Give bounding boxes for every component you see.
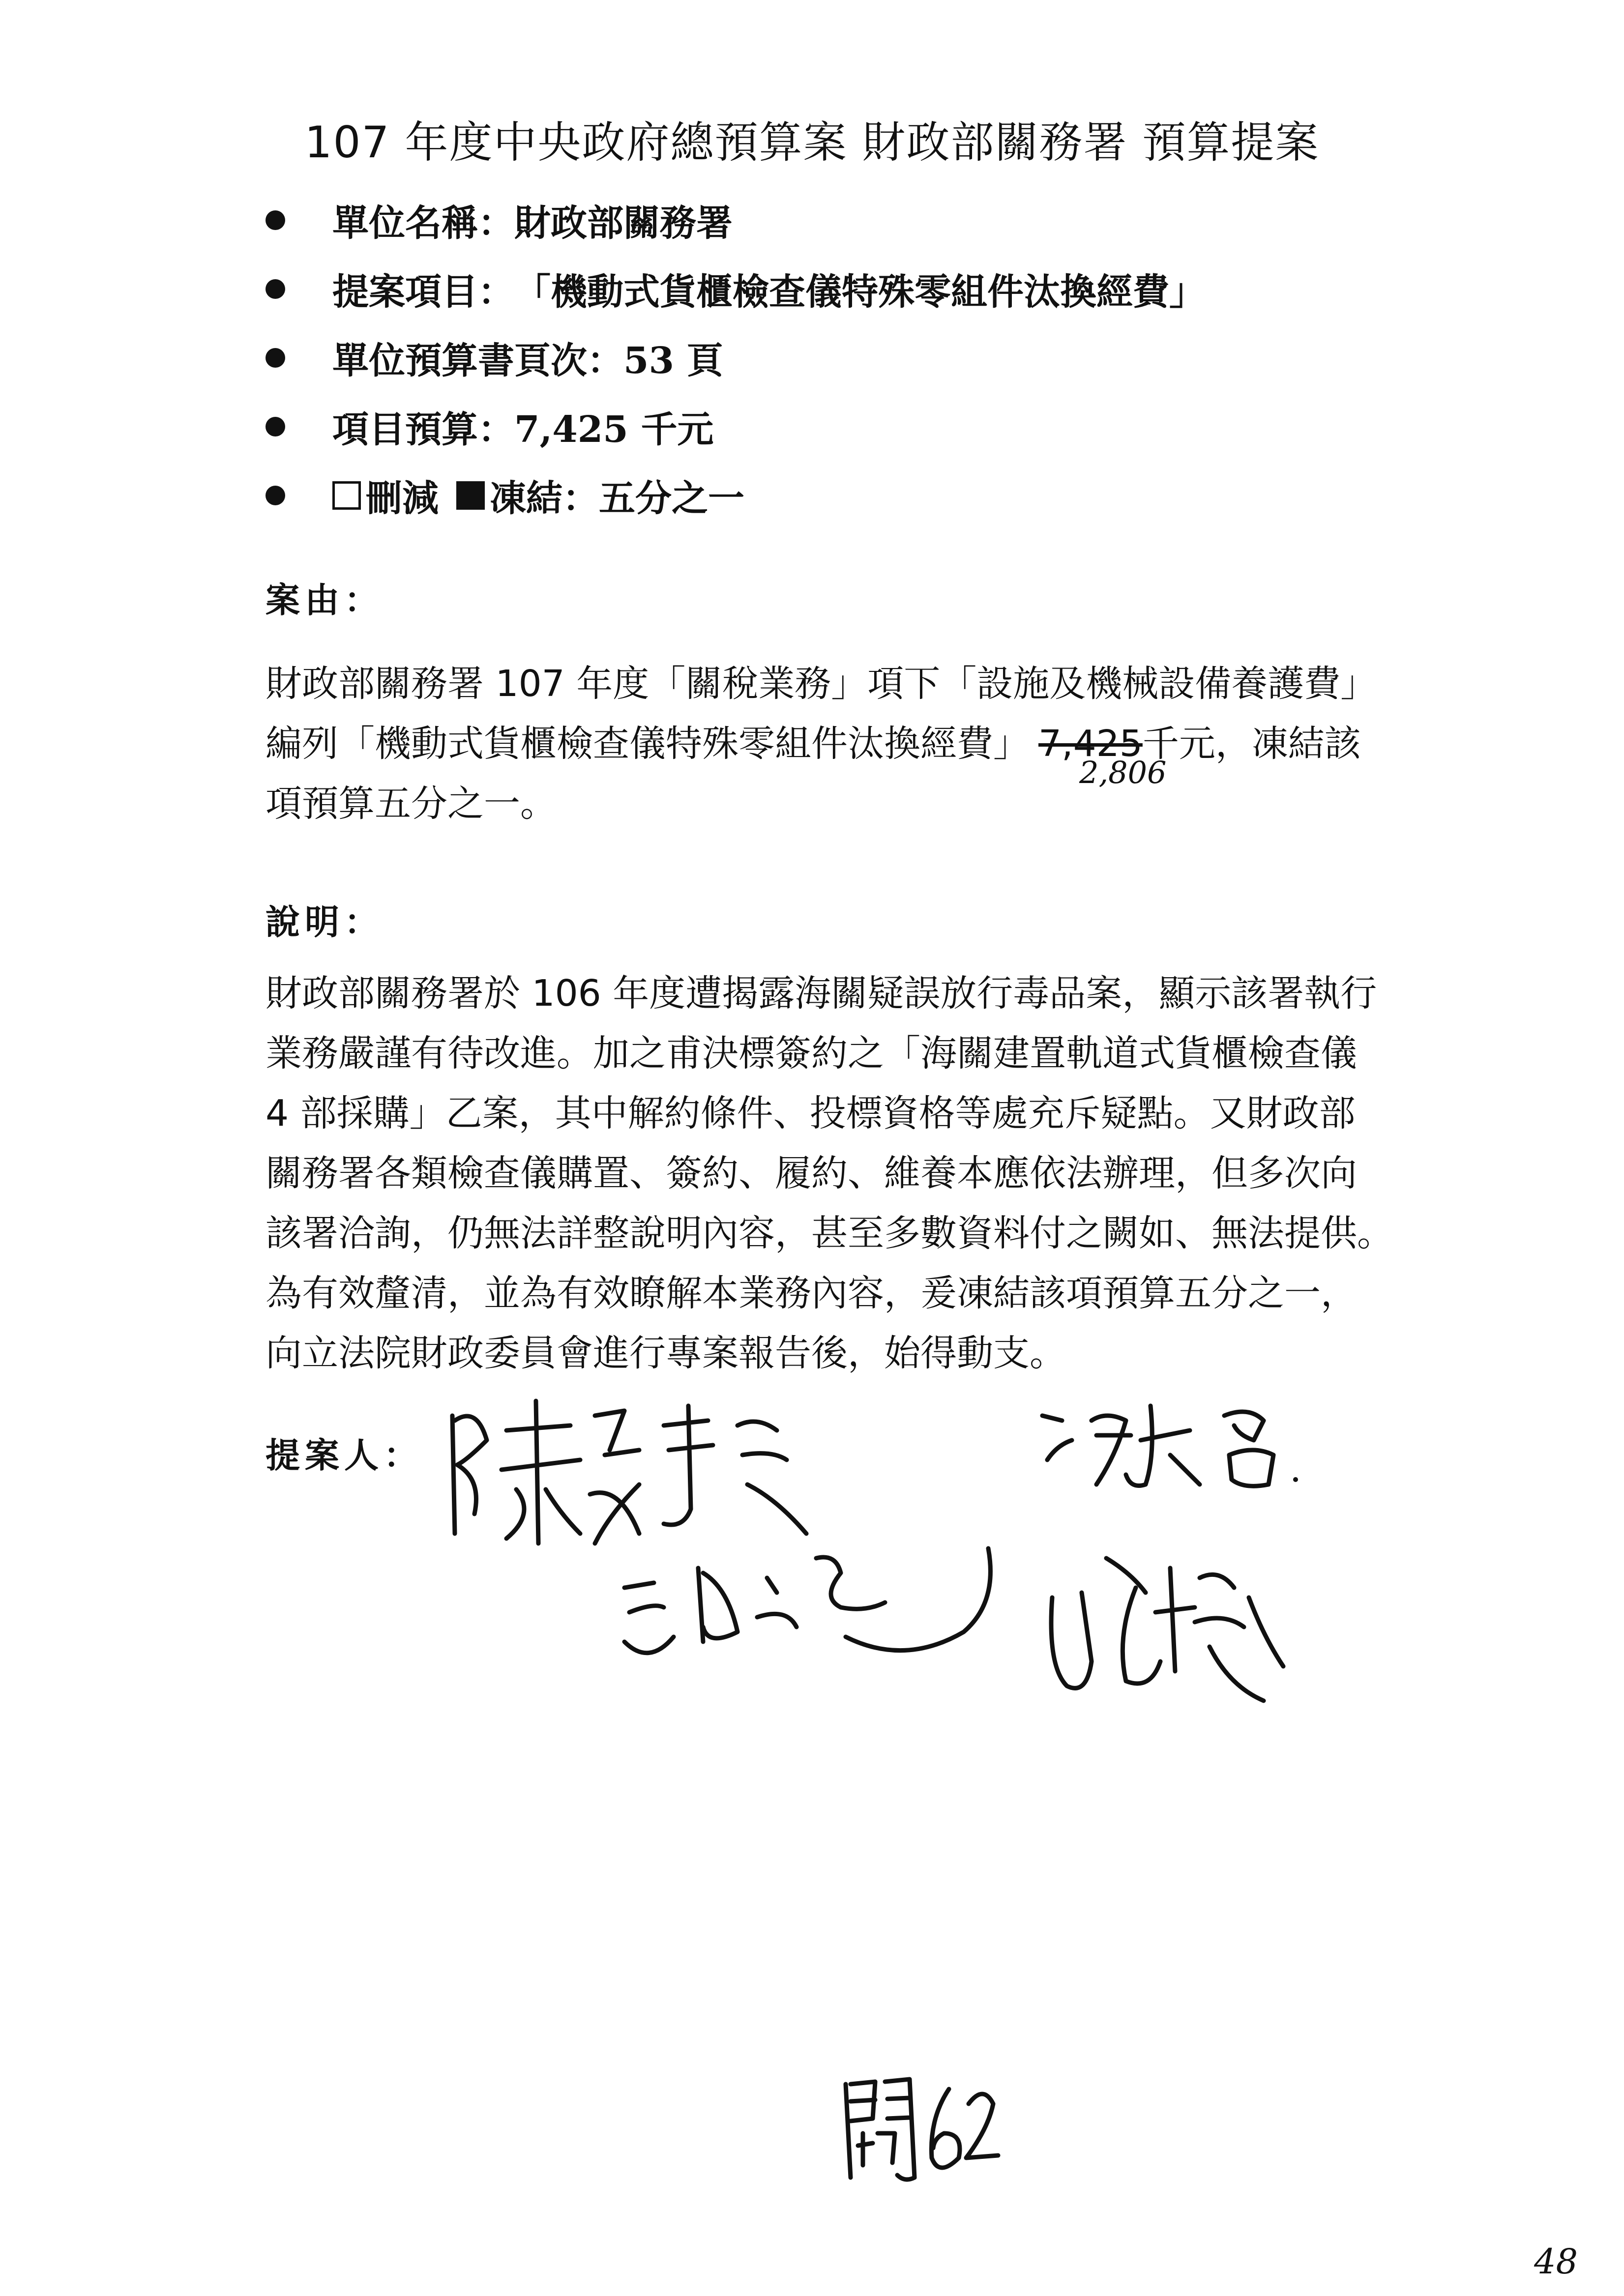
separator: ：	[562, 477, 599, 520]
signature-1	[433, 1386, 816, 1548]
explanation-line: 財政部關務署於 106 年度遭揭露海關疑誤放行毒品案，顯示該署執行	[266, 972, 1377, 1015]
field-value: 「機動式貨櫃檢查儀特殊零組件汰換經費」	[514, 271, 1206, 313]
reason-line2-pre: 編列「機動式貨櫃檢查儀特殊零組件汰換經費」	[266, 723, 1030, 765]
action-row	[266, 469, 744, 522]
field-value: 財政部關務署	[514, 202, 733, 244]
delete-checkbox	[332, 481, 361, 510]
bullet-icon	[266, 210, 285, 230]
field-label: 項目預算：	[332, 408, 514, 451]
explanation-line: 向立法院財政委員會進行專案報告後，始得動支。	[266, 1332, 1066, 1374]
field-item-budget	[266, 401, 713, 453]
explanation-line: 關務署各類檢查儀購置、簽約、履約、維養本應依法辦理，但多次向	[266, 1152, 1357, 1194]
field-proposal-item	[266, 263, 1206, 315]
signature-2	[1028, 1386, 1303, 1499]
explanation-line: 該署洽詢，仍無法詳整說明內容，甚至多數資料付之闕如、無法提供。	[266, 1212, 1393, 1254]
reason-line	[266, 714, 1455, 774]
bullet-icon	[266, 279, 285, 299]
page-number: 48	[1534, 2241, 1578, 2282]
delete-label: 刪減	[366, 477, 439, 520]
handwritten-correction: 2,806	[1079, 755, 1167, 790]
field-label: 單位名稱：	[332, 202, 514, 244]
explanation-line: 為有效釐清，並為有效瞭解本業務內容，爰凍結該項預算五分之一，	[266, 1272, 1357, 1314]
reason-line: 財政部關務署 107 年度「關稅業務」項下「設施及機械設備養護費」	[266, 663, 1377, 705]
field-budget-page	[266, 332, 723, 384]
reason-line2-post: 千元，凍結該	[1142, 723, 1361, 765]
freeze-checkbox	[456, 481, 485, 510]
field-value: 7,425 千元	[514, 408, 714, 451]
bullet-icon	[266, 348, 285, 368]
freeze-amount: 五分之一	[599, 477, 744, 520]
signature-3	[610, 1529, 1033, 1691]
freeze-label: 凍結	[490, 477, 562, 520]
reason-line: 項預算五分之一。	[266, 783, 557, 825]
field-label: 單位預算書頁次：	[332, 340, 623, 382]
explanation-heading: 說明：	[266, 901, 384, 942]
bullet-icon	[266, 417, 285, 436]
field-label: 提案項目：	[332, 271, 514, 313]
bullet-icon	[266, 486, 285, 505]
proposers-label: 提案人：	[266, 1435, 423, 1476]
field-unit-name	[266, 194, 733, 246]
signature-4	[1033, 1539, 1288, 1725]
reason-paragraph	[266, 654, 1455, 834]
struck-amount: 7,425	[1038, 723, 1143, 765]
explanation-paragraph	[266, 963, 1455, 1383]
explanation-line: 4 部採購」乙案，其中解約條件、投標資格等處充斥疑點。又財政部	[266, 1092, 1356, 1134]
reason-heading: 案由：	[266, 580, 384, 620]
page-title: 107 年度中央政府總預算案 財政部關務署 預算提案	[304, 117, 1320, 168]
explanation-line: 業務嚴謹有待改進。加之甫決標簽約之「海關建置軌道式貨櫃檢查儀	[266, 1032, 1357, 1075]
field-value: 53 頁	[623, 340, 723, 382]
handwritten-stamp	[836, 2060, 1003, 2187]
